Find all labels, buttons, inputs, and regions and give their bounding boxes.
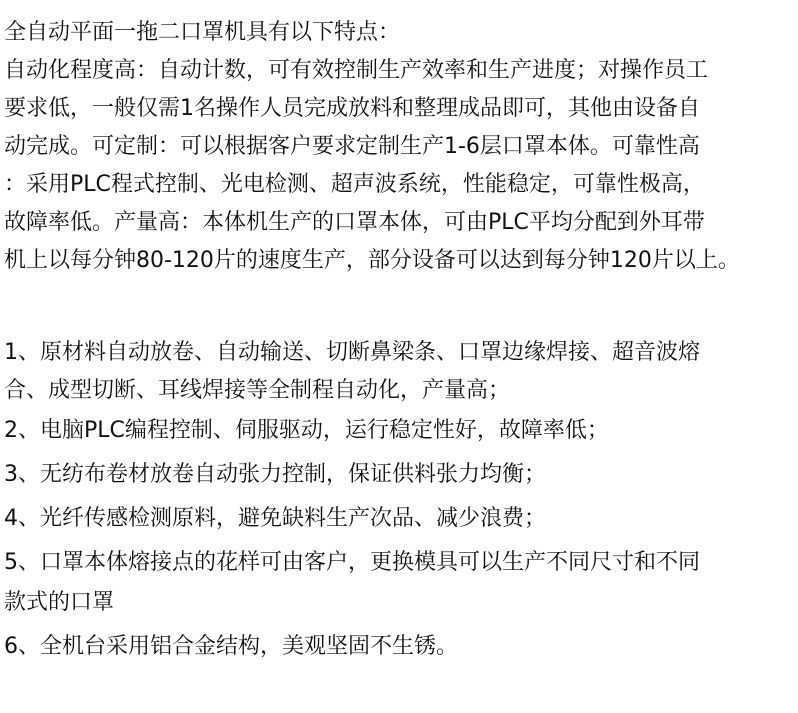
feature-line: 5、口罩本体熔接点的花样可由客户，更换模具可以生产不同尺寸和不同 bbox=[4, 550, 700, 575]
intro-line: 故障率低。产量高：本体机生产的口罩本体，可由PLC平均分配到外耳带 bbox=[4, 210, 705, 235]
feature-line: 3、无纺布卷材放卷自动张力控制，保证供料张力均衡； bbox=[4, 462, 546, 487]
feature-line: 1、原材料自动放卷、自动输送、切断鼻梁条、口罩边缘焊接、超音波熔 bbox=[4, 340, 700, 365]
feature-line: 款式的口罩 bbox=[4, 590, 115, 615]
feature-line: 合、成型切断、耳线焊接等全制程自动化，产量高； bbox=[4, 378, 511, 403]
intro-line: 自动化程度高：自动计数，可有效控制生产效率和生产进度；对操作员工 bbox=[4, 58, 709, 83]
intro-line: 要求低，一般仅需1名操作人员完成放料和整理成品即可，其他由设备自 bbox=[4, 96, 700, 121]
feature-line: 6、全机台采用铝合金结构，美观坚固不生锈。 bbox=[4, 634, 458, 659]
feature-line: 4、光纤传感检测原料，避免缺料生产次品、减少浪费； bbox=[4, 506, 546, 531]
intro-line: ：采用PLC程式控制、光电检测、超声波系统，性能稳定，可靠性极高， bbox=[4, 172, 705, 197]
intro-line: 全自动平面一拖二口罩机具有以下特点： bbox=[4, 20, 401, 45]
feature-line: 2、电脑PLC编程控制、伺服驱动，运行稳定性好，故障率低； bbox=[4, 418, 609, 443]
intro-line: 动完成。可定制：可以根据客户要求定制生产1-6层口罩本体。可靠性高 bbox=[4, 134, 700, 159]
intro-line: 机上以每分钟80-120片的速度生产，部分设备可以达到每分钟120片以上。 bbox=[4, 248, 740, 273]
